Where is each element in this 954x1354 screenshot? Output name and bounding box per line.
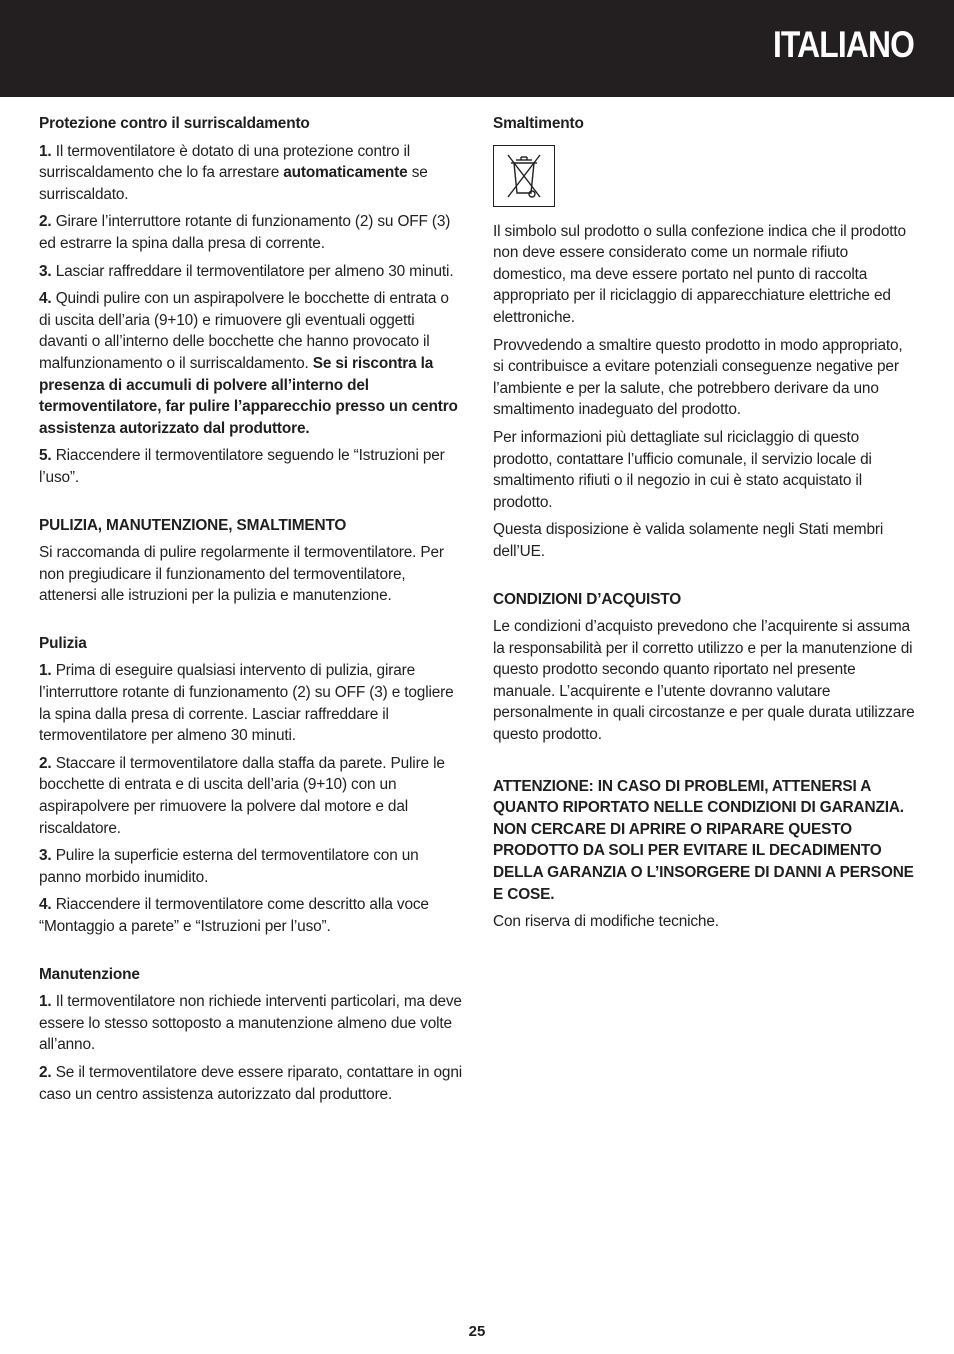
step-bold-text: Se si riscontra la presenza di accumuli di polvere all’interno del termoventilatore, far pulire l’apparecchio presso un centro assistenza autorizzato dal produttore. [39,354,458,437]
pulizia-step-1 [39,660,463,746]
pulizia-step-2 [39,753,463,839]
step-text: Girare l’interruttore rotante di funzionamento (2) su OFF (3) ed estrarre la spina dalla presa di corrente. [39,213,451,252]
pulizia-heading: Pulizia [39,634,87,652]
overheat-heading: Protezione contro il surriscaldamento [39,115,310,132]
disposal-heading: Smaltimento [493,115,584,132]
step-text: Riaccendere il termoventilatore seguendo le “Istruzioni per l’uso”. [39,447,445,486]
cleaning-heading: PULIZIA, MANUTENZIONE, SMALTIMENTO [39,516,347,534]
pulizia-step-3 [39,845,463,888]
step-text: Prima di eseguire qualsiasi intervento di pulizia, girare l’interruttore rotante di funzionamento (2) su OFF (3) e togliere la spina dalla presa di corrente. Lasciar raffreddare il termoventilatore per almeno 30 minuti. [39,662,454,745]
step-number: 5. [39,447,52,465]
overheat-step-2 [39,211,463,254]
cleaning-intro: Si raccomanda di pulire regolarmente il termoventilatore. Per non pregiudicare il funzionamento del termoventilatore, attenersi alle istruzioni per la pulizia e manutenzione. [39,544,444,605]
step-number: 2. [39,754,52,772]
step-number: 3. [39,847,52,865]
manutenzione-heading: Manutenzione [39,965,140,983]
disposal-paragraph: Questa disposizione è valida solamente negli Stati membri dell’UE. [493,521,884,560]
step-number: 2. [39,1063,52,1081]
page-number: 25 [468,1323,486,1340]
step-text: Il termoventilatore è dotato di una protezione contro il surriscaldamento che lo fa arrestare [39,142,411,182]
header-bar [0,0,954,97]
overheat-step-4 [39,288,463,439]
language-title: ITALIANO [772,24,914,65]
disposal-paragraph: Provvedendo a smaltire questo prodotto in modo appropriato, si contribuisce a evitare potenziali conseguenze negative per l’ambiente e per la salute, che potrebbero derivare da uno smaltimento inadeguato del prodotto. [493,336,903,419]
disposal-paragraph: Il simbolo sul prodotto o sulla confezione indica che il prodotto non deve essere considerato come un normale rifiuto domestico, ma deve essere portato nel punto di raccolta appropriato per il riciclaggio di apparecchiature elettriche ed elettroniche. [493,222,906,326]
step-text: Pulire la superficie esterna del termoventilatore con un panno morbido inumidito. [39,847,419,886]
step-text: Lasciar raffreddare il termoventilatore per almeno 30 minuti. [55,262,454,280]
step-text: Riaccendere il termoventilatore come descritto alla voce “Montaggio a parete” e “Istruzioni per l’uso”. [39,896,429,935]
step-number: 1. [39,993,52,1011]
purchase-text: Le condizioni d’acquisto prevedono che l’acquirente si assuma la responsabilità per il corretto utilizzo e per la manutenzione di questo prodotto secondo quanto riportato nel presente manuale. L’acquirente e l’utente dovranno valutare personalmente in quali circostanze e per quale durata utilizzare questo prodotto. [493,618,915,744]
disposal-paragraph: Per informazioni più dettagliate sul riciclaggio di questo prodotto, contattare l’ufficio comunale, il servizio locale di smaltimento rifiuti o il negozio in cui è stato acquistato il prodotto. [493,428,872,511]
step-bold-text: automaticamente [283,164,408,182]
step-number: 3. [39,262,52,280]
step-text: Se il termoventilatore deve essere riparato, contattare in ogni caso un centro assistenza autorizzato dal produttore. [39,1063,463,1103]
weee-crossed-bin-icon [493,145,555,207]
step-text: Il termoventilatore non richiede interventi particolari, ma deve essere lo stesso sottoposto a manutenzione almeno due volte all’anno. [39,993,462,1054]
step-number: 1. [39,142,52,160]
step-number: 2. [39,213,52,231]
overheat-step-5 [39,445,463,488]
purchase-heading: CONDIZIONI D’ACQUISTO [493,590,682,608]
right-column [493,113,917,939]
manutenzione-step-1 [39,991,463,1056]
step-text: se surriscaldato. [39,164,428,203]
step-number: 4. [39,290,52,308]
technical-reservation: Con riserva di modifiche tecniche. [493,913,719,931]
warranty-warning: ATTENZIONE: IN CASO DI PROBLEMI, ATTENERSI A QUANTO RIPORTATO NELLE CONDIZIONI DI GARANZIA. NON CERCARE DI APRIRE O RIPARARE QUESTO PRODOTTO DA SOLI PER EVITARE IL DECADIMENTO DELLA GARANZIA O L’INSORGERE DI DANNI A PERSONE E COSE. [493,777,914,903]
step-text: Staccare il termoventilatore dalla staffa da parete. Pulire le bocchette di entrata e di uscita dell’aria (9+10) con un aspirapolvere per rimuovere la polvere dal motore e dal riscaldatore. [39,754,445,837]
step-text: Quindi pulire con un aspirapolvere le bocchette di entrata o di uscita dell’aria (9+10) e rimuovere gli eventuali oggetti davanti o all’interno delle bocchette che hanno provocato il malfunzionamento o il surriscaldamento. [39,290,449,372]
pulizia-step-4 [39,894,463,937]
step-number: 1. [39,662,52,680]
manutenzione-step-2 [39,1062,463,1105]
overheat-step-1 [39,141,463,206]
step-number: 4. [39,896,52,914]
overheat-step-3 [39,261,463,283]
left-column [39,113,463,1111]
